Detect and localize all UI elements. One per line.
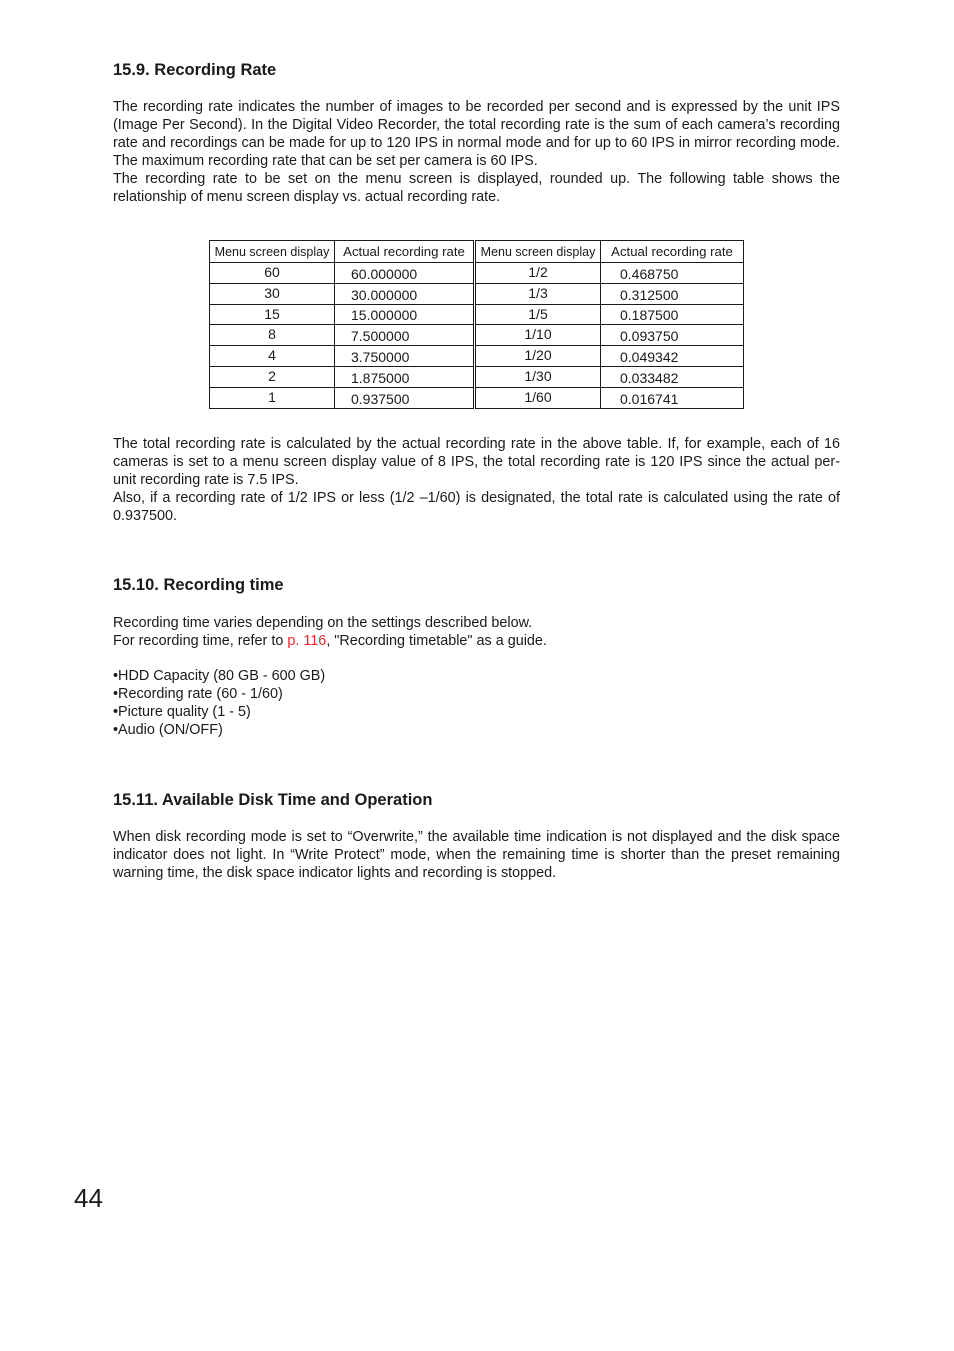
recording-rate-notes (113, 435, 840, 525)
table-header-row (210, 241, 744, 263)
paragraph: Also, if a recording rate of 1/2 IPS or less (1/2 –1/60) is designated, the total rate is calculated using the rate of 0.937500. (113, 490, 840, 524)
actual-rate-cell: 60.000000 (335, 263, 475, 284)
menu-display-cell: 60 (210, 263, 335, 284)
actual-rate-cell: 0.016741 (601, 387, 744, 408)
table-row (210, 283, 744, 304)
menu-display-cell: 4 (210, 346, 335, 367)
paragraph: The total recording rate is calculated by the actual recording rate in the above table. If, for example, each of 16 cameras is set to a menu screen display value of 8 IPS, the total recording rate is 120 IPS since the actual per-unit recording rate is 7.5 IPS. (113, 436, 840, 488)
menu-display-cell: 2 (210, 366, 335, 387)
menu-display-cell: 8 (210, 325, 335, 346)
page-number: 44 (74, 1183, 103, 1213)
section-title-recording-rate: 15.9. Recording Rate (113, 61, 277, 79)
paragraph: The recording rate indicates the number of images to be recorded per second and is expressed by the unit IPS (Image Per Second). In the Digital Video Recorder, the total recording rate is the sum of each camera’s recording rate and recordings can be made for up to 120 IPS in normal mode and for up to 60 IPS in mirror recording mode. The maximum recording rate that can be set per camera is 60 IPS. (113, 99, 840, 169)
menu-display-cell: 1/10 (475, 325, 601, 346)
col-header-actual-rate: Actual recording rate (601, 241, 744, 263)
actual-rate-cell: 3.750000 (335, 346, 475, 367)
text: For recording time, refer to (113, 633, 288, 649)
section-title-recording-time: 15.10. Recording time (113, 576, 284, 594)
recording-time-factors (113, 667, 325, 739)
actual-rate-cell: 0.468750 (601, 263, 744, 284)
menu-display-cell: 1/60 (475, 387, 601, 408)
menu-display-cell: 1/30 (475, 366, 601, 387)
col-header-menu-display: Menu screen display (475, 241, 601, 263)
table-row (210, 366, 744, 387)
actual-rate-cell: 0.093750 (601, 325, 744, 346)
list-item: • Picture quality (1 - 5) (113, 703, 325, 721)
col-header-menu-display: Menu screen display (210, 241, 335, 263)
table-row (210, 263, 744, 284)
actual-rate-cell: 0.049342 (601, 346, 744, 367)
actual-rate-cell: 15.000000 (335, 304, 475, 325)
list-item: • HDD Capacity (80 GB - 600 GB) (113, 667, 325, 685)
section-title-disk-time: 15.11. Available Disk Time and Operation (113, 791, 433, 809)
menu-display-cell: 1/5 (475, 304, 601, 325)
actual-rate-cell: 0.033482 (601, 366, 744, 387)
actual-rate-cell: 1.875000 (335, 366, 475, 387)
menu-display-cell: 15 (210, 304, 335, 325)
table-row (210, 346, 744, 367)
menu-display-cell: 1 (210, 387, 335, 408)
actual-rate-cell: 0.312500 (601, 283, 744, 304)
list-item: • Recording rate (60 - 1/60) (113, 685, 325, 703)
actual-rate-cell: 7.500000 (335, 325, 475, 346)
table-row (210, 325, 744, 346)
table-row (210, 304, 744, 325)
table-row (210, 387, 744, 408)
menu-display-cell: 1/2 (475, 263, 601, 284)
paragraph: Recording time varies depending on the settings described below. (113, 615, 533, 631)
actual-rate-cell: 30.000000 (335, 283, 475, 304)
menu-display-cell: 30 (210, 283, 335, 304)
paragraph (113, 632, 840, 650)
recording-rate-intro (113, 98, 840, 206)
recording-rate-table (209, 240, 744, 409)
list-item: • Audio (ON/OFF) (113, 721, 325, 739)
paragraph: The recording rate to be set on the menu screen is displayed, rounded up. The following table shows the relationship of menu screen display vs. actual recording rate. (113, 171, 840, 205)
text: , "Recording timetable" as a guide. (326, 633, 547, 649)
paragraph: When disk recording mode is set to “Overwrite,” the available time indication is not displayed and the disk space indicator does not light. In “Write Protect” mode, when the remaining time is shorter than the preset remaining warning time, the disk space indicator lights and recording is stopped. (113, 829, 840, 881)
recording-time-intro (113, 614, 840, 650)
disk-time-description (113, 828, 840, 882)
menu-display-cell: 1/20 (475, 346, 601, 367)
col-header-actual-rate: Actual recording rate (335, 241, 475, 263)
actual-rate-cell: 0.187500 (601, 304, 744, 325)
actual-rate-cell: 0.937500 (335, 387, 475, 408)
menu-display-cell: 1/3 (475, 283, 601, 304)
page-reference-link[interactable]: p. 116 (287, 633, 327, 649)
